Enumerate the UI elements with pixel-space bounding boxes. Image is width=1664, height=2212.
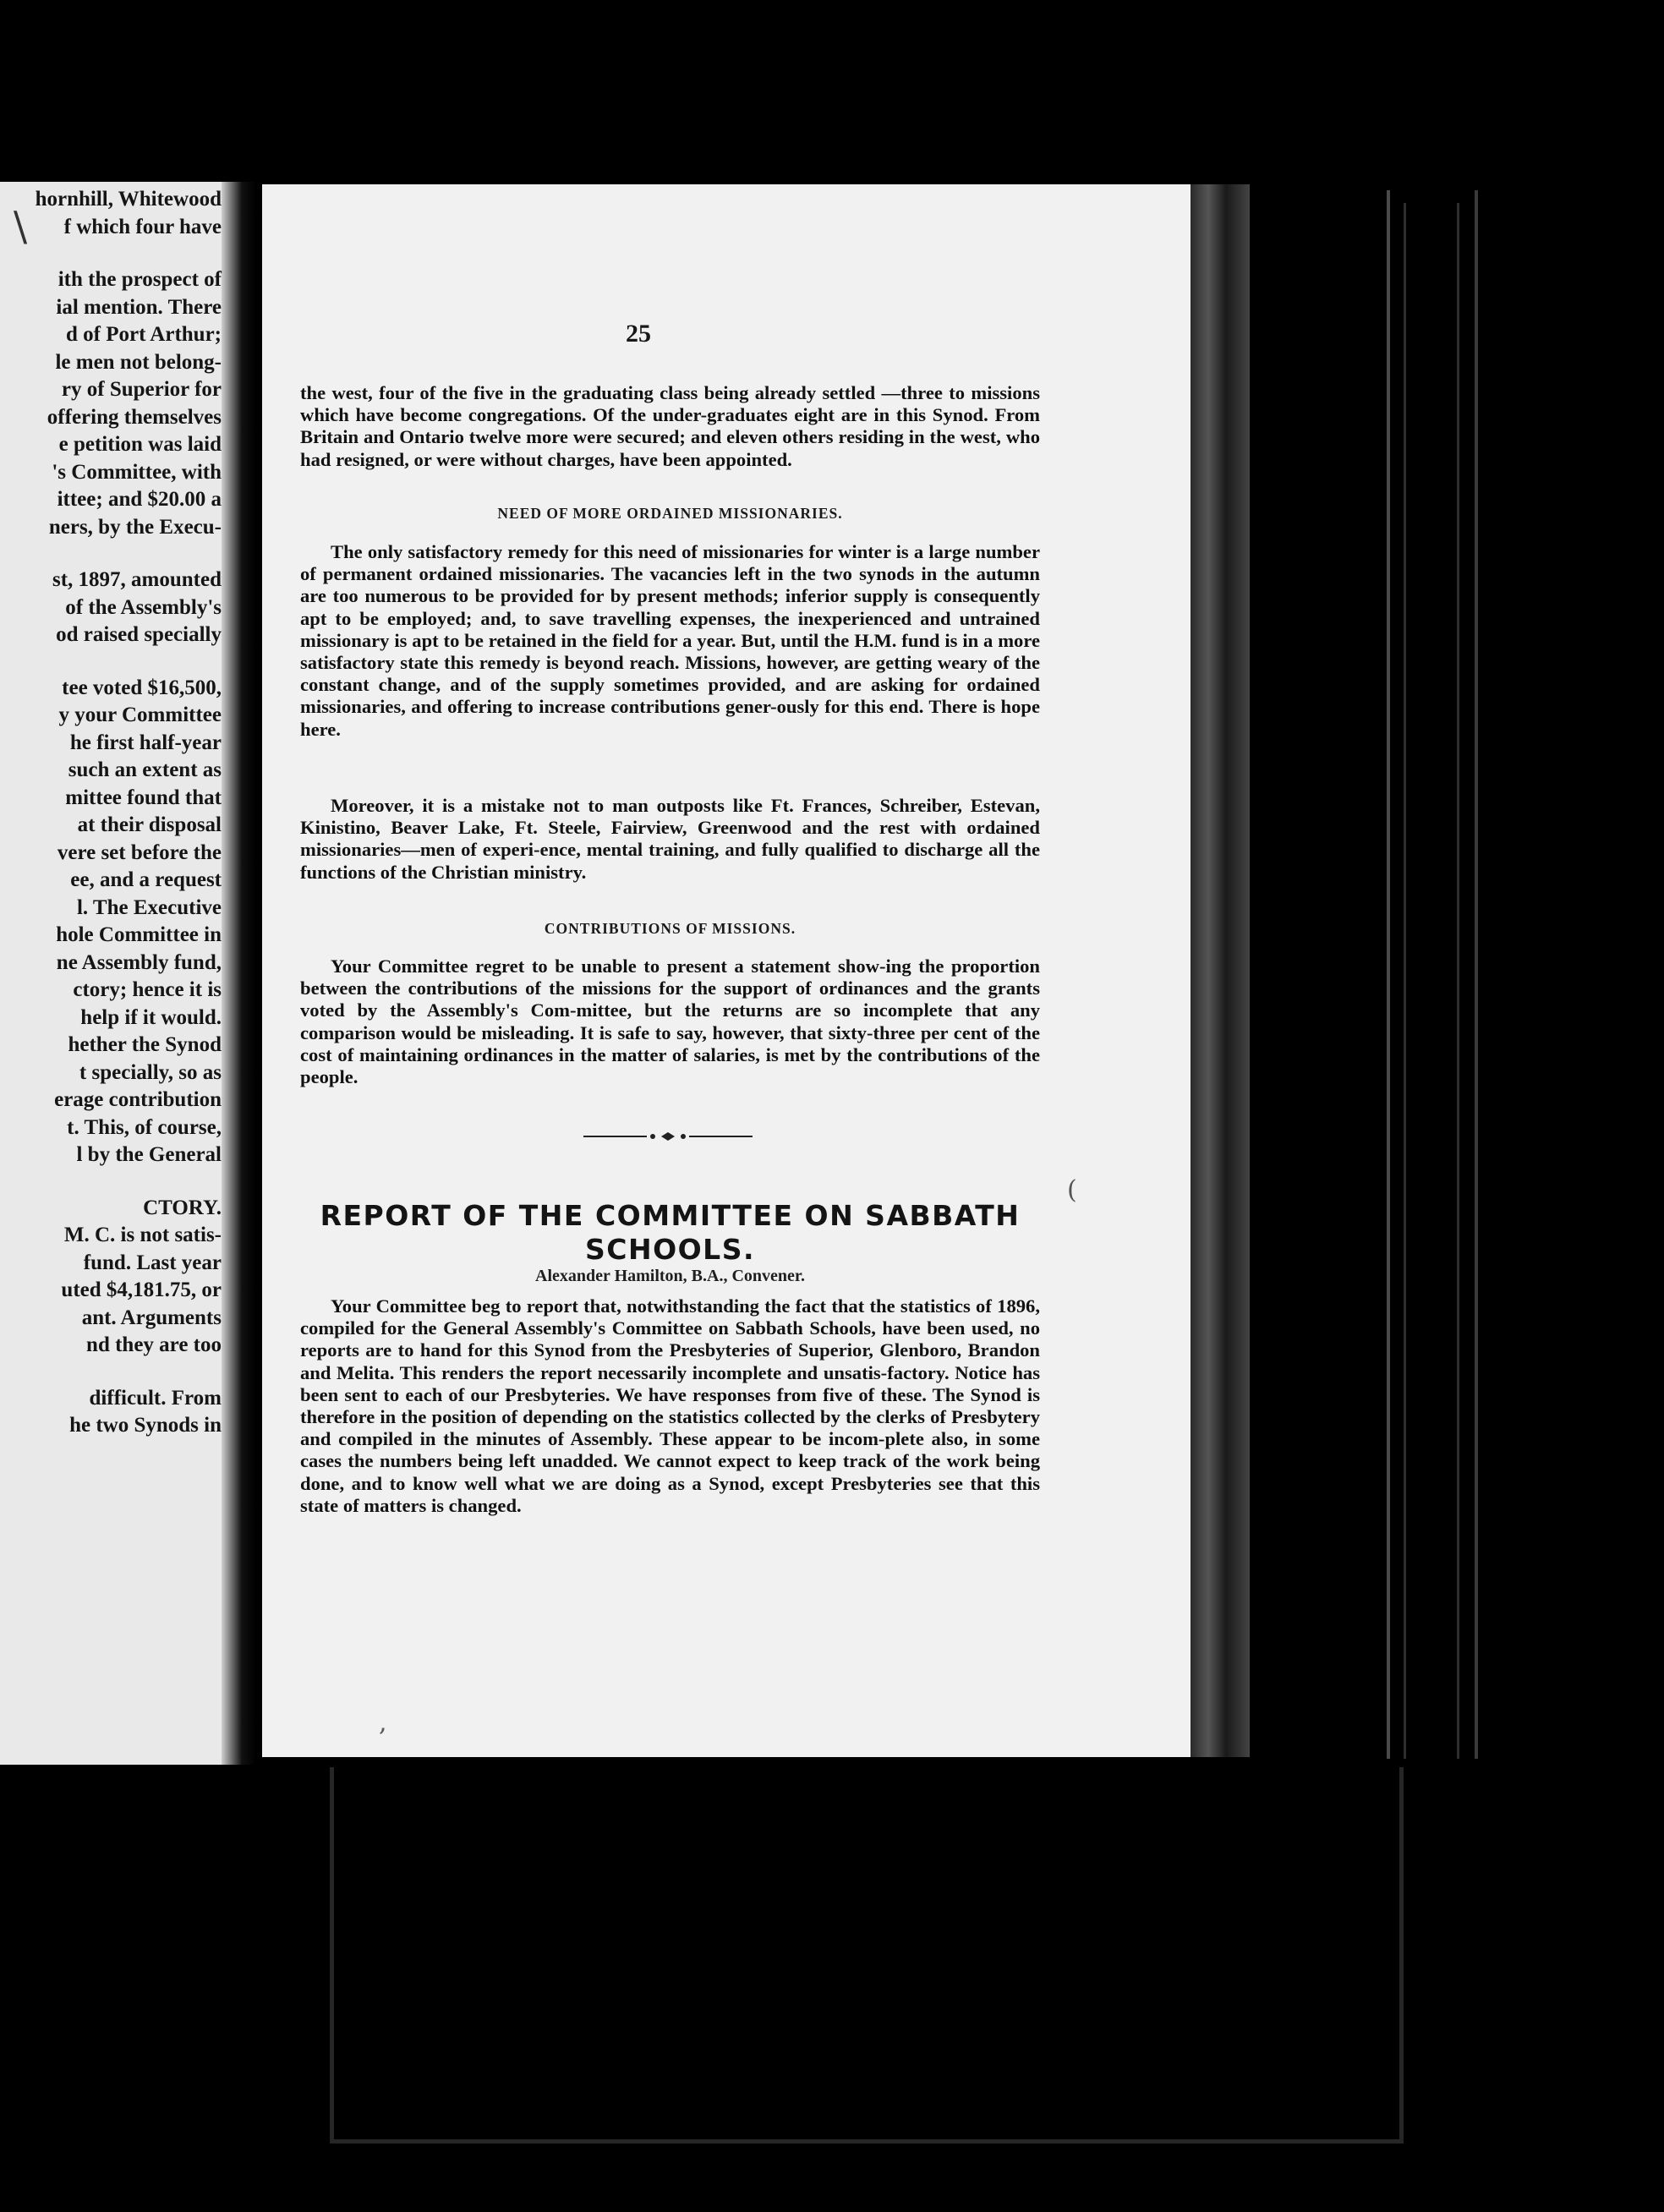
paragraph-graduates [300,382,1040,471]
left-page-line: he first half-year [69,731,222,754]
left-page-line: he two Synods in [69,1414,222,1437]
left-page-line: tee voted $16,500, [62,676,222,699]
left-page-line: hornhill, Whitewood [35,188,222,211]
line-gap [0,541,222,567]
left-page-line: hether the Synod [68,1033,222,1056]
left-page-line: ittee; and $20.00 a [57,488,222,511]
paragraph-text: Moreover, it is a mistake not to man outposts like Ft. Frances, Schreiber, Estevan, Kinistino, Beaver Lake, Ft. Steele, Fairview, Greenwood and the rest with ordained missionaries—men of experi-ence, mental training, and fully qualified to discharge all the functions of the Christian ministry. [300,795,1040,883]
left-page-line: vere set before the [57,840,222,864]
left-page-line: t specially, so as [79,1060,222,1084]
paragraph-text: The only satisfactory remedy for this need of missionaries for winter is a large number of permanent ordained missionaries. The vacancies left in the two synods in the autumn are too numerous to be provided for by present methods; inferior supply is consequently apt to be employed; and, to save travelling expenses, the inexperienced and untrained missionary is apt to be retained in the field for a year. But, until the H.M. fund is in a more satisfactory state this remedy is beyond reach. Missions, however, are getting weary of the constant change, and of the supply sometimes provided, and are asking for ordained missionaries, and offering to increase contributions gener-ously for this end. There is hope here. [300,541,1040,740]
section-heading-contributions: CONTRIBUTIONS OF MISSIONS. [544,920,796,937]
left-page-line: 's Committee, with [52,460,222,484]
left-page-line: fund. Last year [83,1251,222,1274]
left-page-line: ith the prospect of [57,268,222,291]
convener-line: Alexander Hamilton, B.A., Convener. [535,1267,805,1285]
page-number: 25 [626,320,651,348]
line-gap [0,649,222,675]
left-page-line: of the Assembly's [65,595,222,619]
report-title-line: REPORT OF THE COMMITTEE ON SABBATH [320,1199,1021,1232]
left-page-line: hole Committee in [56,923,222,946]
left-page-line: ee, and a request [70,868,222,891]
report-title-line: SCHOOLS. [584,1233,756,1266]
left-page-line: t. This, of course, [67,1115,222,1139]
ornamental-divider [583,1131,753,1142]
left-page-line: f which four have [63,215,222,238]
left-page-text [0,186,222,1440]
pencil-mark: \ [14,203,28,250]
left-page-line: erage contribution [54,1088,222,1111]
left-page-line: mittee found that [65,786,222,809]
report-title [300,1199,1040,1267]
section-heading-ordained-missionaries: NEED OF MORE ORDAINED MISSIONARIES. [497,505,843,522]
left-page-line: ne Assembly fund, [56,950,222,974]
line-gap [0,1169,222,1195]
paragraph-remedy [300,541,1040,741]
left-page-line: M. C. is not satis- [63,1224,222,1246]
line-gap [0,241,222,266]
binding-inner-lines [1404,203,1459,1759]
left-page-line: such an extent as [68,758,222,781]
paragraph-outposts [300,795,1040,884]
left-page-line: ry of Superior for [61,378,222,401]
paragraph-text: the west, four of the five in the graduating class being already settled —three to missions which have become congregations. Of the under-graduates eight are in this Synod. From Britain and Ontario twelve more were secured; and eleven others residing in the west, who had resigned, or were without charges, have been appointed. [300,382,1040,470]
left-page-line: difficult. From [89,1386,222,1410]
left-page-line: l by the General [76,1143,222,1166]
left-page-line: ners, by the Execu- [48,515,222,539]
pencil-mark: , [379,1708,387,1738]
book-binding [1191,184,1250,1757]
left-page-line: e petition was laid [58,433,222,456]
paragraph-text: Your Committee beg to report that, notwithstanding the fact that the statistics of 1896, compiled for the General Assembly's Committee on Sabbath Schools, have been used, no reports are to hand for this Synod from the Presbyteries of Superior, Glenboro, Brandon and Melita. This renders the report necessarily incomplete and unsatis-factory. Notice has been sent to each of our Presbyteries. We have responses from five of these. The Synod is therefore in the position of depending on the statistics collected by the clerks of Presbytery and compiled in the minutes of Assembly. These appear to be incom-plete also, in some cases the numbers being left unadded. We cannot expect to keep track of the work being done, and to know well what we are doing as a Synod, except Presbyteries see that this state of matters is changed. [300,1295,1040,1516]
left-page-gutter [222,182,255,1765]
left-page-line: od raised specially [56,623,222,646]
left-page-line: le men not belong- [55,350,222,374]
left-page-line: y your Committee [58,704,222,726]
left-page-line: l. The Executive [76,895,222,919]
left-page-line: d of Port Arthur; [66,323,222,346]
left-page-line: ant. Arguments [81,1306,222,1329]
left-page-line: CTORY. [143,1196,222,1219]
left-page-line: offering themselves [47,405,222,429]
pencil-mark: ( [1067,1175,1077,1205]
left-page-line: at their disposal [77,813,222,836]
paragraph-sabbath-schools [300,1295,1040,1517]
left-page-line: uted $4,181.75, or [61,1278,222,1301]
left-page-line: ctory; hence it is [73,978,222,1001]
scan-frame-outline [330,1767,1404,2144]
line-gap [0,1360,222,1385]
left-page-line: ial mention. There [56,295,222,319]
paragraph-text: Your Committee regret to be unable to present a statement show-ing the proportion between the contributions of the missions for the support of ordinances and the grants voted by the Assembly's Com-mittee, but the returns are so incomplete that any comparison would be misleading. It is safe to say, however, that sixty-three per cent of the cost of maintaining ordinances in the matter of salaries, is met by the contributions of the people. [300,955,1040,1088]
left-page-line: help if it would. [80,1005,222,1029]
left-page-line: nd they are too [86,1333,222,1356]
left-page-line: st, 1897, amounted [52,568,222,591]
paragraph-contributions [300,955,1040,1088]
